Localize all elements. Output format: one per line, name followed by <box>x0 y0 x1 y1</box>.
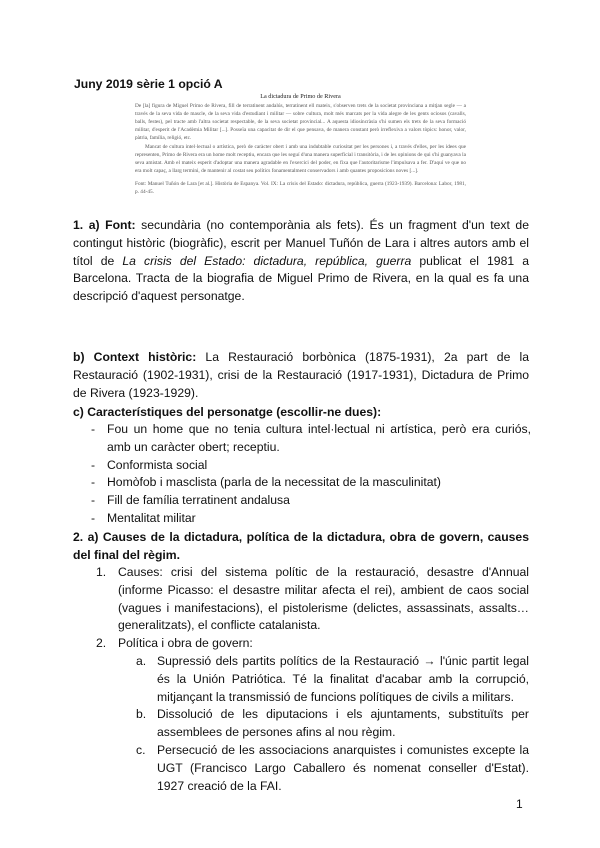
page-heading: Juny 2019 sèrie 1 opció A <box>74 77 223 91</box>
excerpt-title: La dictadura de Primo de Rivera <box>260 93 341 100</box>
section2-heading: 2. a) Causes de la dictadura, política de la dictadura, obra de govern, causes del final del règim. <box>73 530 529 562</box>
list-item: - Homòfob i masclista (parla de la necessitat de la masculinitat) <box>91 474 531 492</box>
list-item <box>126 653 529 706</box>
context-text: La Restauració borbònica (1875-1931), 2a part de la Restauració (1902-1931), crisi de la Restauració (1917-1931), Dictadura de Primo de Rivera (1923-1929). <box>73 350 530 400</box>
section2-list <box>96 564 529 795</box>
list-item <box>96 635 529 795</box>
traits-list <box>91 421 531 528</box>
font-text-2: publicat el 1981 a Barcelona. Tracta de la biografia de Miguel Primo de Rivera, en la qual es fa una descripció d'aquest personatge. <box>73 253 529 304</box>
traits-heading: c) Característiques del personatge (escollir-ne dues): <box>73 405 382 419</box>
list-item: - Fill de família terratinent andalusa <box>91 492 531 510</box>
scanned-excerpt <box>135 93 466 196</box>
answer-context <box>73 349 529 402</box>
sublist <box>118 653 529 795</box>
book-title: La crisis del Estado: dictadura, república, guerra <box>122 253 412 268</box>
item-text: Supressió dels partits polítics de la Restauració → l'únic partit legal és la Unión Patriótica. Té la finalitat d'acabar amb la corrupció, mitjançant la transmissió de funcions polítiques de civils a militars. <box>157 653 529 704</box>
excerpt-paragraph-2: Mancat de cultura intel·lectual o artística, però de caràcter obert i amb una indubtable curiositat per les persones i, a través d'elles, per les idees que representen, Primo de Rivera era un home molt receptiu, encara que les seguí d'una manera superficial i transitòria, i de les opinions de qui s'hi guanyava la seva amistat. Amb el mateix esperit d'adoptar una manera agradable en l'exercici del poder, en fixa que l'autoritarisme l'impulsava a fer. D'aquí ve que no era molt capaç, a llarg termini, de mantenir al costat seu polítics fonamentalment conservadors i amb quantes proposicions noves [...]. <box>135 143 466 174</box>
item-text: Causes: crisi del sistema polític de la restauració, desastre d'Annual (informe Picasso: el desastre militar afecta el rei), ambient de caos social (vagues i manifestacions), el pistolerisme (delictes, assassinats, assalts… generalitzats), el conflicte catalanista. <box>118 565 529 633</box>
item-text: Persecució de les associacions anarquistes i comunistes excepte la UGT (Francisco Largo Caballero és nomenat conseller d'Estat). 1927 creació de la FAI. <box>157 742 529 793</box>
item-text: Política i obra de govern: <box>118 636 253 651</box>
excerpt-paragraph-1: De [la] figura de Miguel Primo de Rivera, fill de terratinent andalús, terratinent ell mateix, s'observen trets de la societat provinciana a mitjan segle — a través de la seva vida de mascle, de la seva vida d'estudiant i militar — sobre cultura, molt més marcats per la vida alegre de les gents ociosos (cavalls, balls, festes), pel tracte amb l'altra societat respectable, de la seva societat provincial... A aquesta idiosincràsia s'hi sumen els trets de la seva formació militar, d'esperit de l'Acadèmia Militar [...]. Posseïa una capacitat de dir el que pensava, de manera constant però irreflexiva a valors tòpics: honor, valor, pàtria, família, religió, etc. <box>135 103 466 142</box>
font-label: 1. a) Font: <box>73 218 136 232</box>
answer-font <box>73 217 529 306</box>
context-label: b) Context històric: <box>73 350 197 364</box>
excerpt-source: Font: Manuel Tuñón de Lara [et al.]. Història de Espanya. Vol. IX: La crisis del Estado: dictadura, república, guerra (1923-1939). Barcelona: Labor, 1981, p. 44-45. <box>135 180 466 196</box>
list-item <box>126 742 529 795</box>
list-item <box>126 706 529 742</box>
font-text-1: secundària (no contemporània als fets). És un fragment d'un text de contingut històric (biogràfic), escrit per Manuel Tuñón de Lara i altres autors amb el títol de <box>73 218 529 268</box>
list-item <box>96 564 529 635</box>
item-number: 2. <box>96 636 107 651</box>
list-item: - Fou un home que no tenia cultura intel·lectual ni artística, però era curiós, amb un caràcter obert; receptiu. <box>91 421 531 457</box>
list-item: - Mentalitat militar <box>91 510 531 528</box>
item-letter: a. <box>136 653 147 668</box>
item-letter: b. <box>136 707 147 722</box>
page-number: 1 <box>516 797 523 811</box>
item-number: 1. <box>96 565 107 579</box>
item-letter: c. <box>136 742 146 757</box>
item-text: Dissolució de les diputacions i els ajuntaments, substituïts per assemblees de persones afins al nou règim. <box>157 707 529 740</box>
list-item: - Conformista social <box>91 457 531 475</box>
